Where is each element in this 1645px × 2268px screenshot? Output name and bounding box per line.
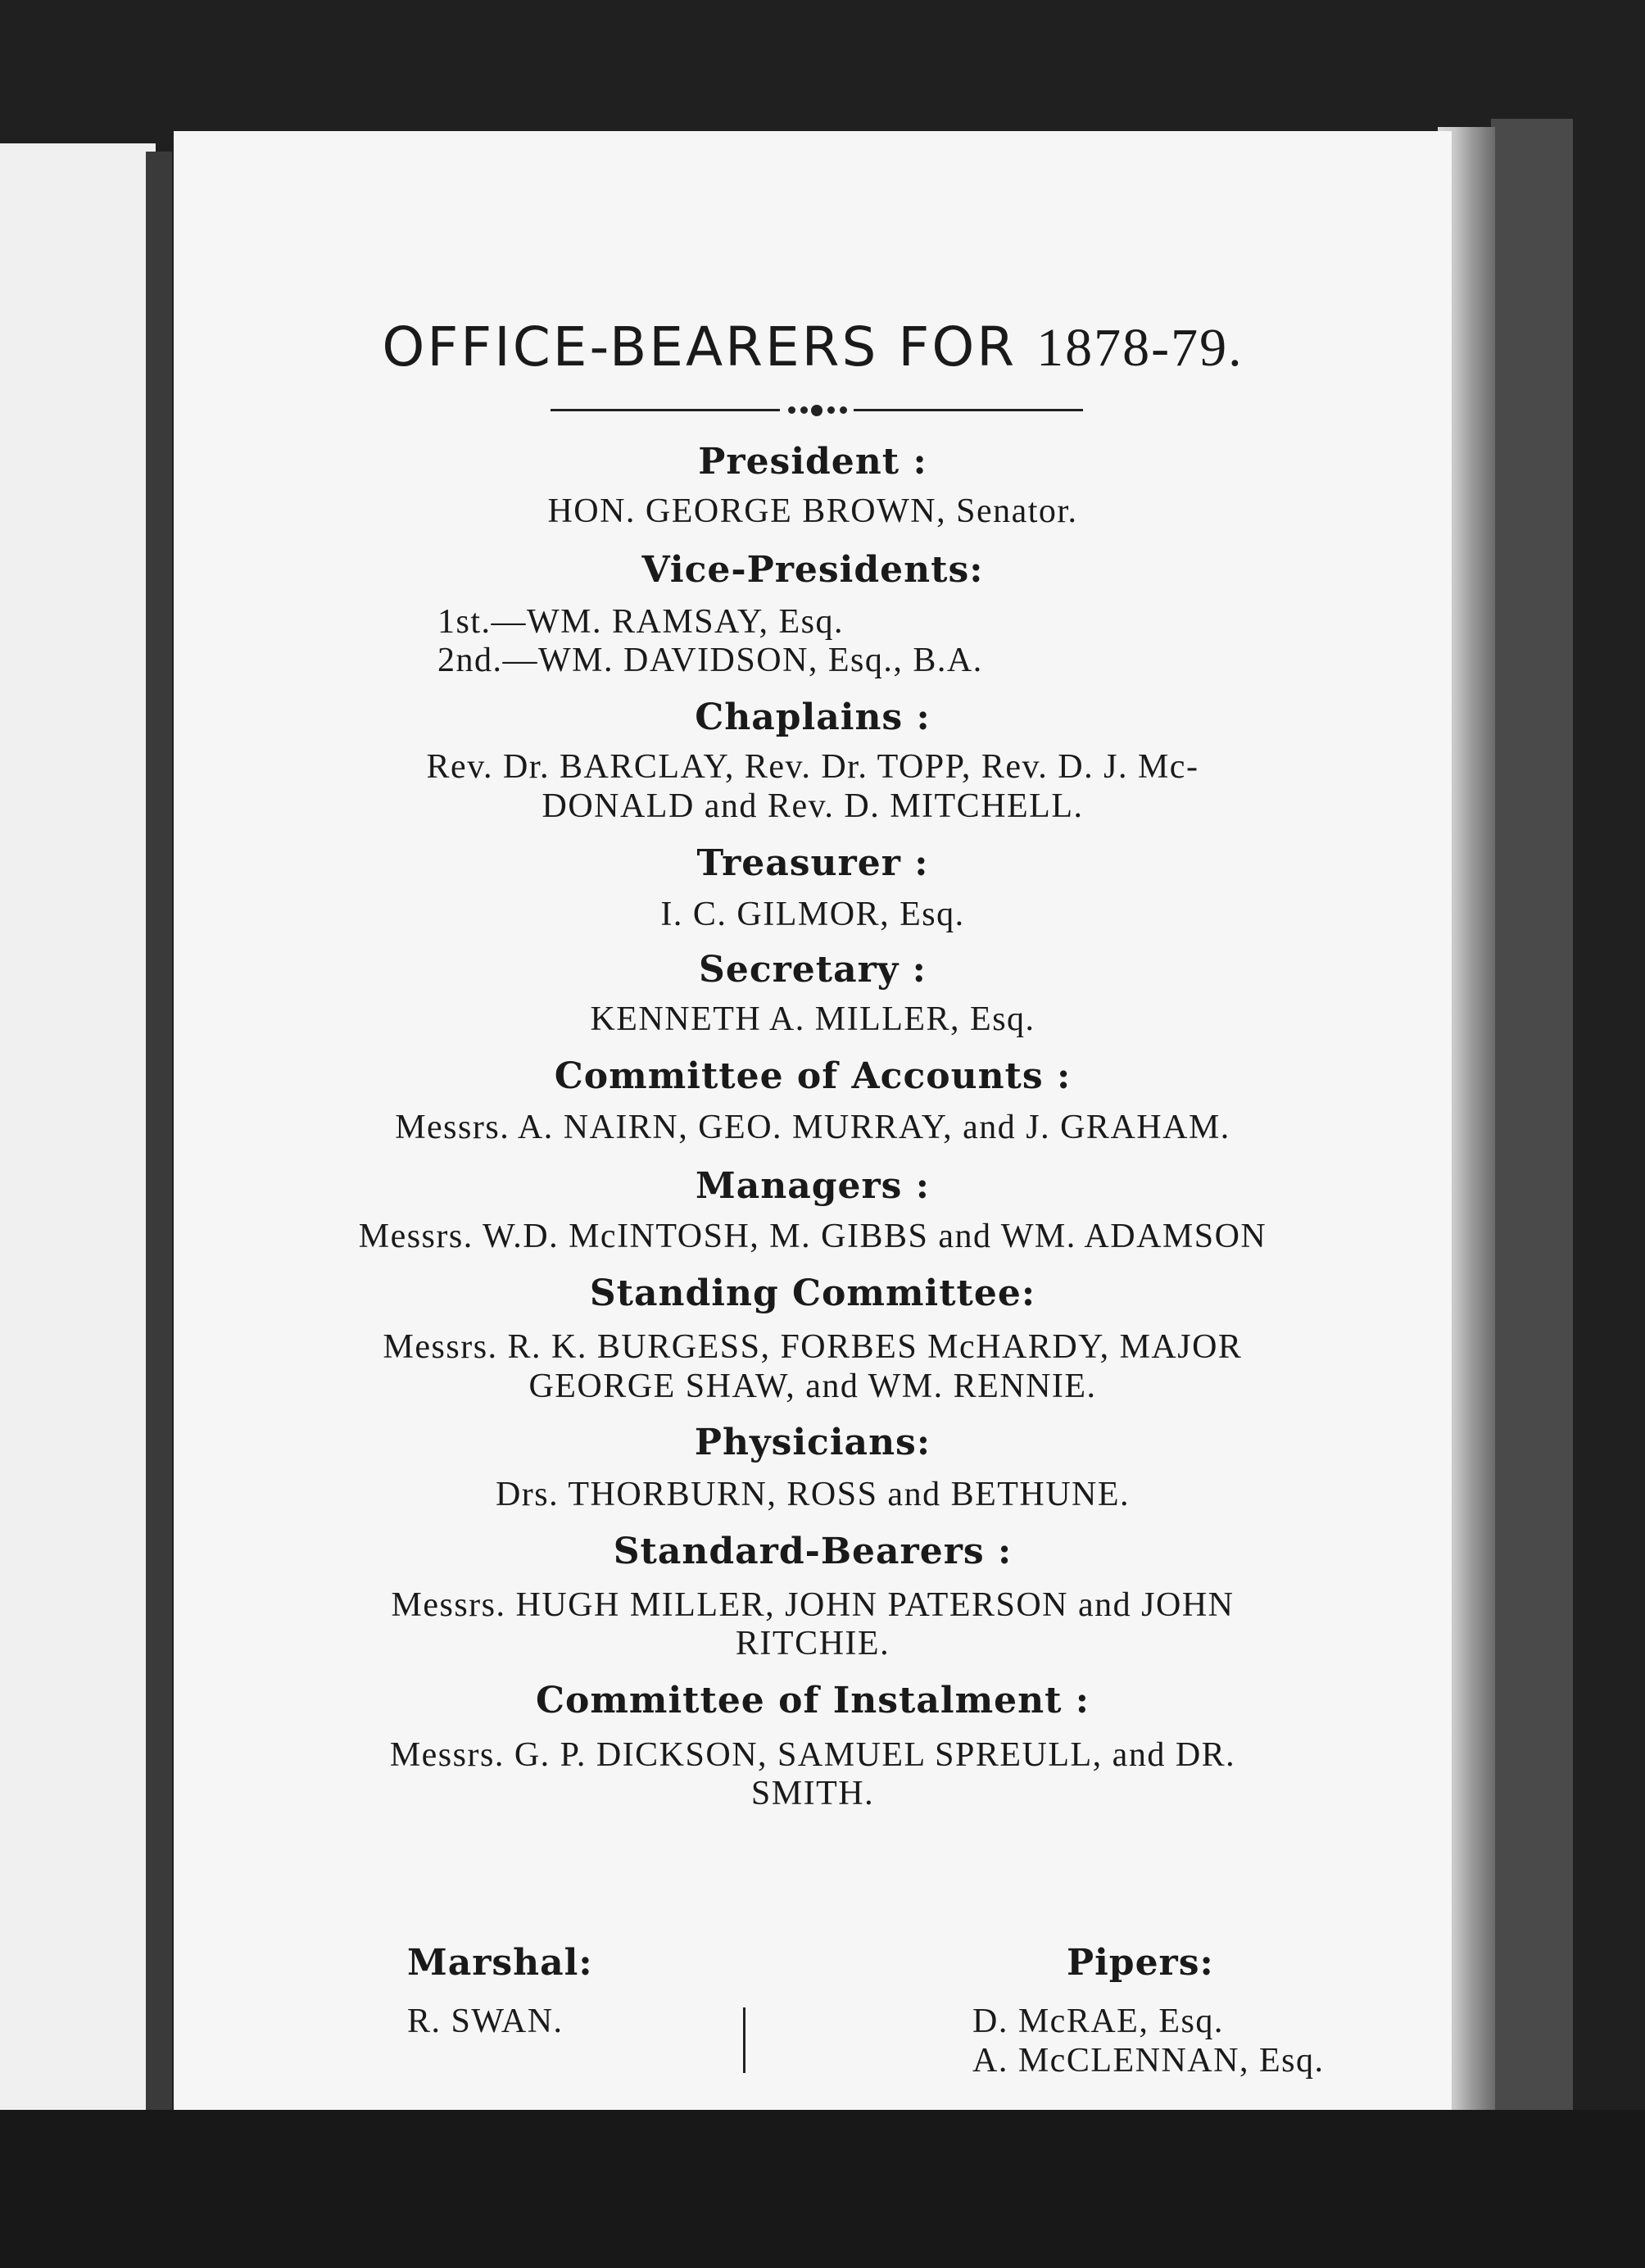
chaplains-line-2: DONALD and Rev. D. MITCHELL. <box>542 787 1084 825</box>
chaplains-heading: Chaplains : <box>695 696 931 738</box>
marshal-column <box>407 1942 784 2041</box>
treasurer-heading: Treasurer : <box>696 842 929 884</box>
standing-committee-line-1: Messrs. R. K. BURGESS, FORBES McHARDY, MAJOR <box>383 1328 1243 1366</box>
president-name: HON. GEORGE BROWN, Senator. <box>547 492 1078 530</box>
managers-heading: Managers : <box>696 1165 930 1207</box>
standing-committee-heading: Standing Committee: <box>589 1272 1036 1314</box>
vice-president-second: 2nd.—WM. DAVIDSON, Esq., B.A. <box>437 642 983 679</box>
scan-bottom-border <box>0 2110 1645 2268</box>
physicians-members: Drs. THORBURN, ROSS and BETHUNE. <box>495 1476 1131 1513</box>
committee-accounts-heading: Committee of Accounts : <box>554 1055 1072 1097</box>
standing-committee-line-2: GEORGE SHAW, and WM. RENNIE. <box>528 1368 1097 1405</box>
marshal-name: R. SWAN. <box>407 2003 564 2040</box>
committee-instalment-line-2: SMITH. <box>750 1775 875 1812</box>
committee-instalment-line-1: Messrs. G. P. DICKSON, SAMUEL SPREULL, and DR. <box>389 1736 1236 1774</box>
book-gutter <box>146 152 172 2126</box>
document-page <box>174 131 1452 2110</box>
physicians-heading: Physicians: <box>694 1422 931 1463</box>
title-year: 1878-79. <box>1036 318 1244 378</box>
pipers-heading: Pipers: <box>1067 1942 1214 1984</box>
title-ornament <box>551 404 1083 417</box>
book-cover-edge <box>1491 119 1573 2118</box>
pipers-column <box>796 1942 1386 2080</box>
vice-presidents-heading: Vice-Presidents: <box>641 549 984 591</box>
facing-page <box>0 143 156 2134</box>
standard-bearers-line-2: RITCHIE. <box>735 1625 890 1662</box>
standard-bearers-line-1: Messrs. HUGH MILLER, JOHN PATERSON and JOHN <box>391 1586 1235 1624</box>
committee-instalment-heading: Committee of Instalment : <box>535 1680 1090 1721</box>
title-main: OFFICE-BEARERS FOR <box>382 315 1017 379</box>
secretary-name: KENNETH A. MILLER, Esq. <box>590 1000 1035 1038</box>
committee-accounts-members: Messrs. A. NAIRN, GEO. MURRAY, and J. GRAHAM. <box>395 1109 1230 1146</box>
vice-president-first: 1st.—WM. RAMSAY, Esq. <box>437 603 844 641</box>
page-title <box>174 315 1452 379</box>
managers-members: Messrs. W.D. McINTOSH, M. GIBBS and WM. ADAMSON <box>358 1218 1267 1255</box>
marshal-heading: Marshal: <box>407 1942 593 1984</box>
president-heading: President : <box>698 441 927 483</box>
treasurer-name: I. C. GILMOR, Esq. <box>660 896 965 933</box>
standard-bearers-heading: Standard-Bearers : <box>613 1531 1013 1572</box>
column-divider <box>743 2007 745 2073</box>
piper-second: A. McCLENNAN, Esq. <box>972 2042 1325 2080</box>
piper-first: D. McRAE, Esq. <box>972 2003 1224 2040</box>
secretary-heading: Secretary : <box>699 949 927 991</box>
chaplains-line-1: Rev. Dr. BARCLAY, Rev. Dr. TOPP, Rev. D. J. Mc- <box>426 748 1199 786</box>
